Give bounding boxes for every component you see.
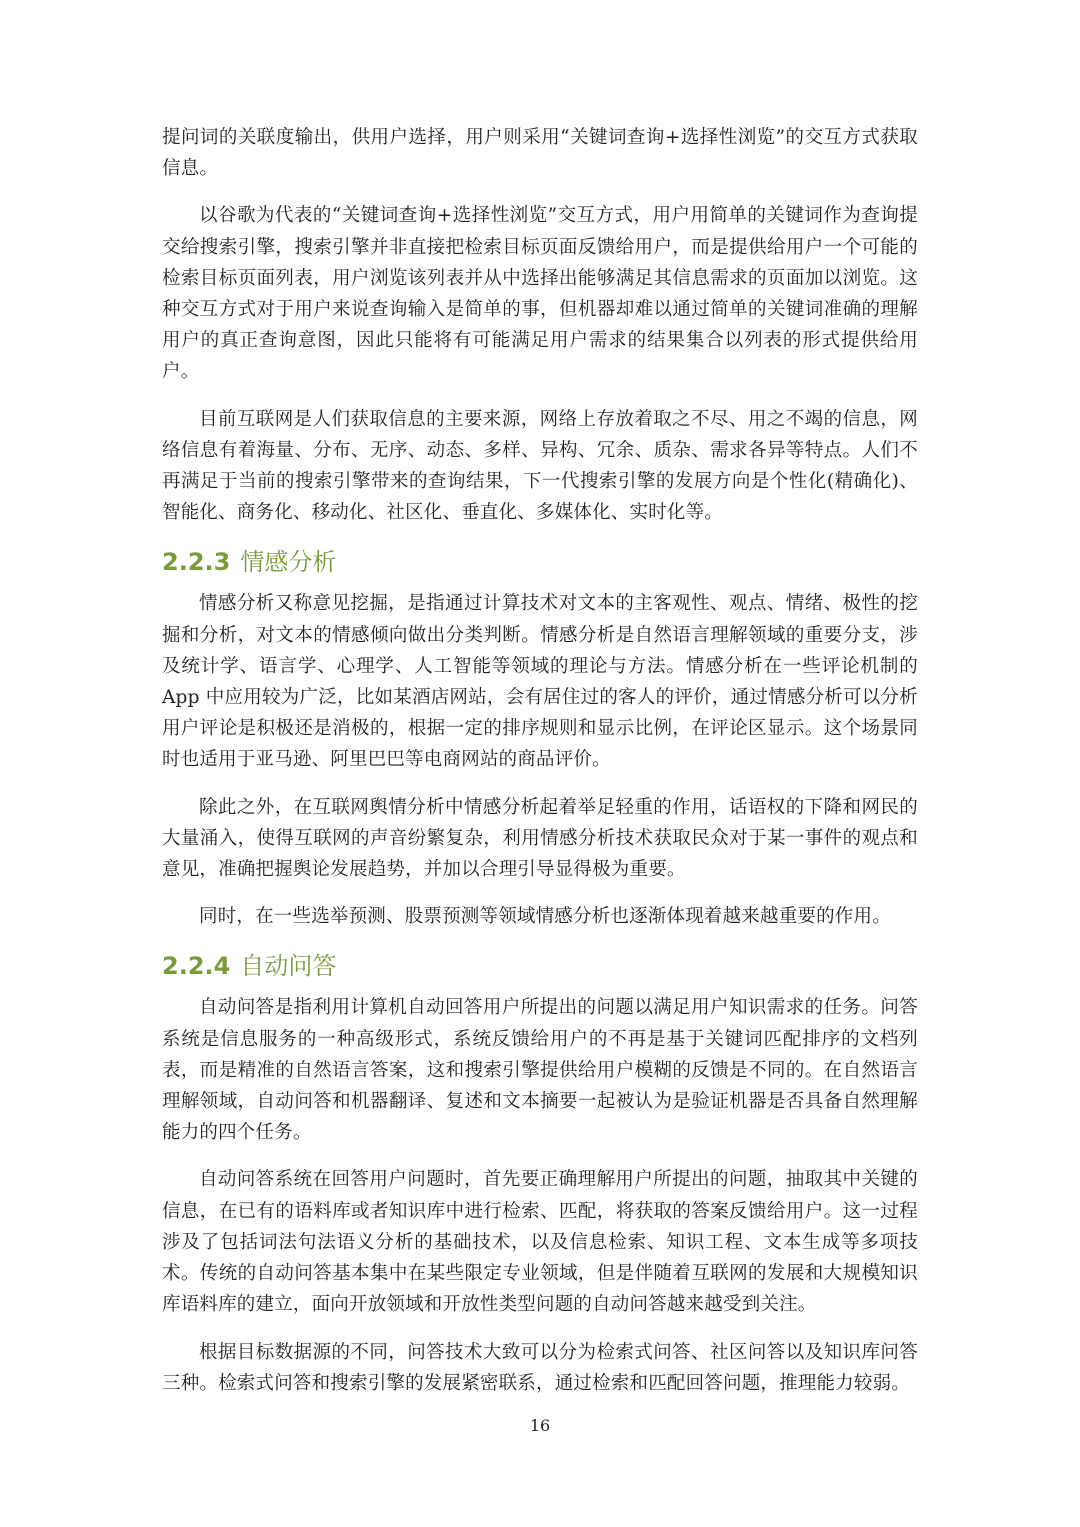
section-heading-sentiment-analysis	[162, 544, 918, 580]
paragraph: 同时，在一些选举预测、股票预测等领域情感分析也逐渐体现着越来越重要的作用。	[199, 906, 891, 928]
section-heading-question-answering	[162, 948, 918, 984]
page-body	[162, 122, 918, 1415]
section-number: 2.2.4	[162, 952, 231, 981]
paragraph: 目前互联网是人们获取信息的主要来源，网络上存放着取之不尽、用之不竭的信息，网络信息有着海量、分布、无序、动态、多样、异构、冗余、质杂、需求各异等特点。人们不再满足于当前的搜索引擎带来的查询结果，下一代搜索引擎的发展方向是个性化(精确化)、智能化、商务化、移动化、社区化、垂直化、多媒体化、实时化等。	[162, 408, 918, 524]
section-title: 自动问答	[240, 952, 337, 981]
paragraph: 自动问答是指利用计算机自动回答用户所提出的问题以满足用户知识需求的任务。问答系统是信息服务的一种高级形式，系统反馈给用户的不再是基于关键词匹配排序的文档列表，而是精准的自然语言答案，这和搜索引擎提供给用户模糊的反馈是不同的。在自然语言理解领域，自动问答和机器翻译、复述和文本摘要一起被认为是验证机器是否具备自然理解能力的四个任务。	[162, 997, 918, 1144]
paragraph: 自动问答系统在回答用户问题时，首先要正确理解用户所提出的问题，抽取其中关键的信息，在已有的语料库或者知识库中进行检索、匹配，将获取的答案反馈给用户。这一过程涉及了包括词法句法语义分析的基础技术，以及信息检索、知识工程、文本生成等多项技术。传统的自动问答基本集中在某些限定专业领域，但是伴随着互联网的发展和大规模知识库语料库的建立，面向开放领域和开放性类型问题的自动问答越来越受到关注。	[162, 1169, 918, 1316]
section-number: 2.2.3	[162, 548, 231, 577]
section-title: 情感分析	[240, 548, 337, 577]
paragraph: 以谷歌为代表的“关键词查询+选择性浏览”交互方式，用户用简单的关键词作为查询提交给搜索引擎，搜索引擎并非直接把检索目标页面反馈给用户，而是提供给用户一个可能的检索目标页面列表，用户浏览该列表并从中选择出能够满足其信息需求的页面加以浏览。这种交互方式对于用户来说查询输入是简单的事，但机器却难以通过简单的关键词准确的理解用户的真正查询意图，因此只能将有可能满足用户需求的结果集合以列表的形式提供给用户。	[162, 205, 918, 383]
paragraph: 情感分析又称意见挖掘，是指通过计算技术对文本的主客观性、观点、情绪、极性的挖掘和分析，对文本的情感倾向做出分类判断。情感分析是自然语言理解领域的重要分支，涉及统计学、语言学、心理学、人工智能等领域的理论与方法。情感分析在一些评论机制的 App 中应用较为广泛，比如某酒店网站，会有居住过的客人的评价，通过情感分析可以分析用户评论是积极还是消极的，根据一定的排序规则和显示比例，在评论区显示。这个场景同时也适用于亚马逊、阿里巴巴等电商网站的商品评价。	[162, 593, 918, 771]
page-number: 16	[529, 1416, 551, 1435]
paragraph: 除此之外，在互联网舆情分析中情感分析起着举足轻重的作用，话语权的下降和网民的大量涌入，使得互联网的声音纷繁复杂，利用情感分析技术获取民众对于某一事件的观点和意见，准确把握舆论发展趋势，并加以合理引导显得极为重要。	[162, 796, 918, 881]
paragraph-continued: 提问词的关联度输出，供用户选择，用户则采用“关键词查询+选择性浏览”的交互方式获取信息。	[162, 127, 918, 180]
paragraph: 根据目标数据源的不同，问答技术大致可以分为检索式问答、社区问答以及知识库问答三种。检索式问答和搜索引擎的发展紧密联系，通过检索和匹配回答问题，推理能力较弱。	[162, 1341, 918, 1394]
